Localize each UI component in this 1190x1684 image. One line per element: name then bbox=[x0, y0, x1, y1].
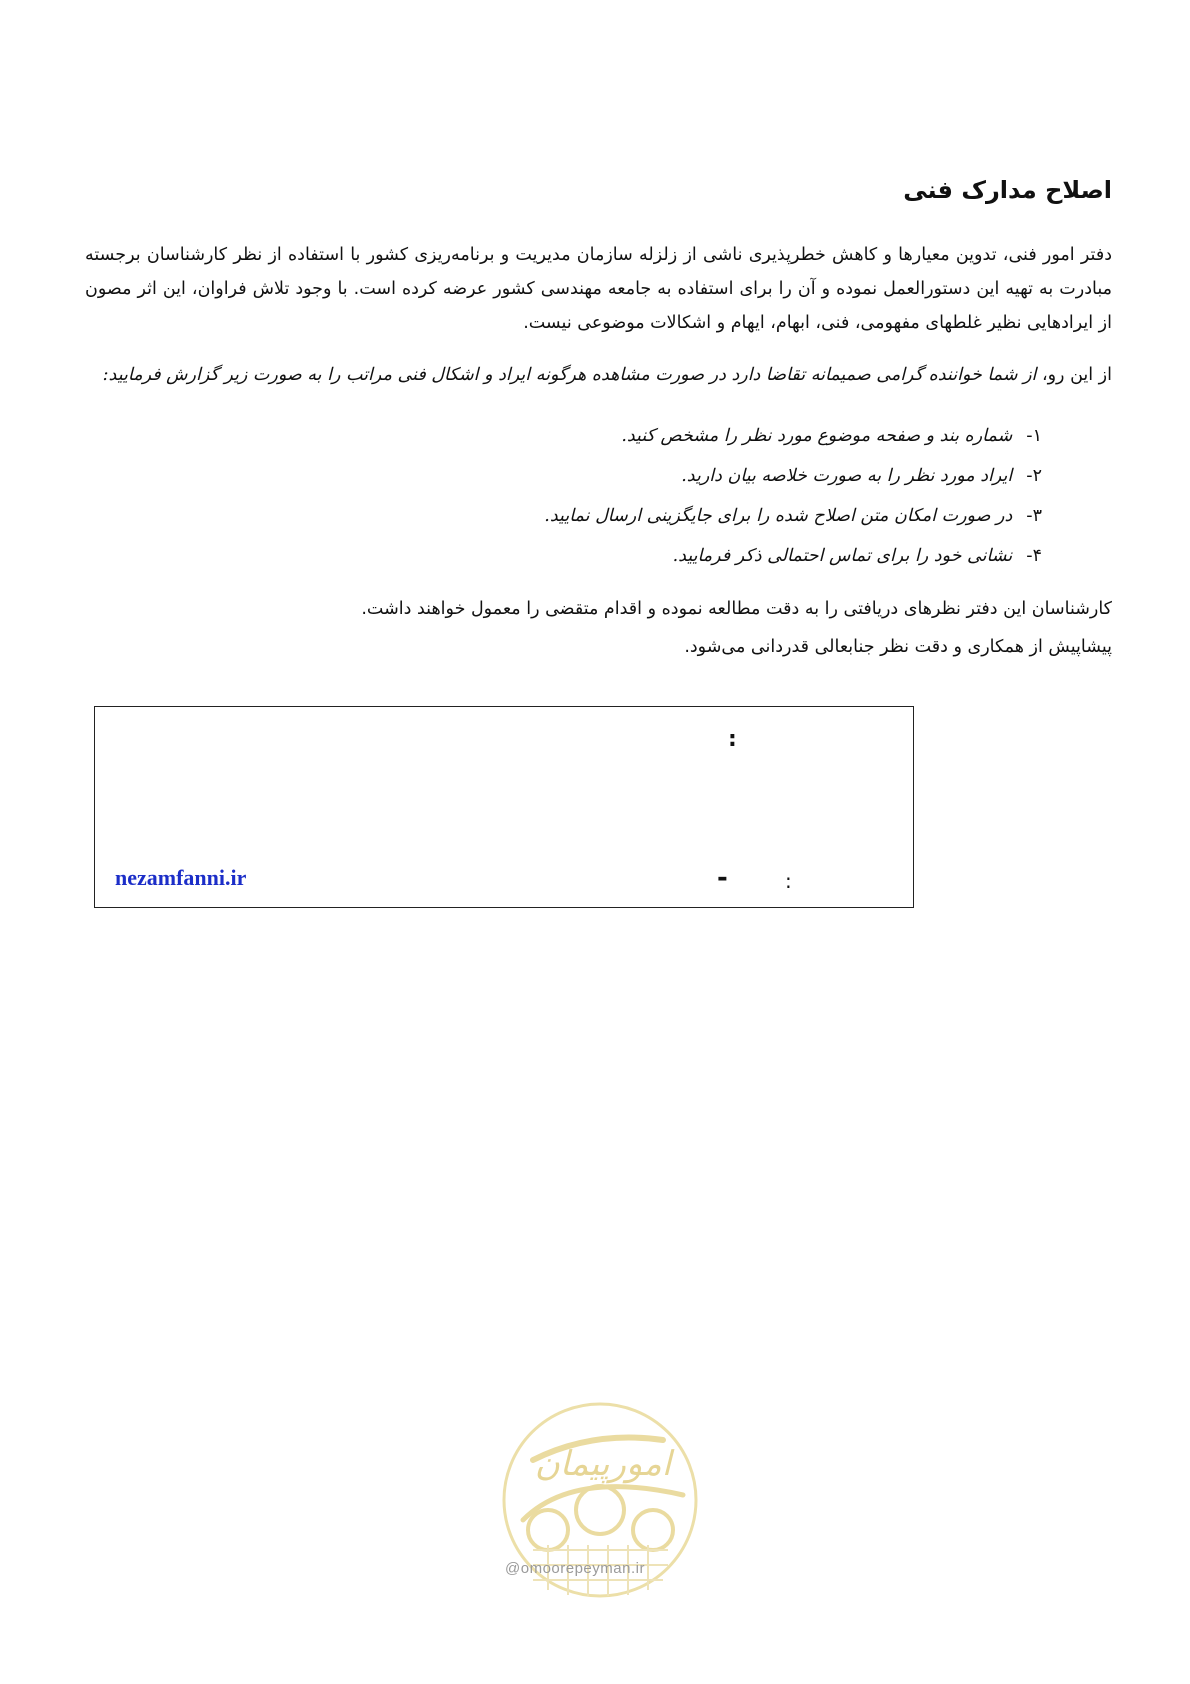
list-item-text: شماره بند و صفحه موضوع مورد نظر را مشخص کنید. bbox=[621, 426, 1013, 446]
phone-dash: - bbox=[717, 863, 728, 893]
list-item bbox=[544, 456, 1042, 496]
list-item bbox=[544, 536, 1042, 576]
list-item-number: ۱- bbox=[1026, 426, 1042, 446]
request-lead: از این رو، bbox=[1036, 364, 1112, 385]
instructions-list bbox=[544, 416, 1042, 576]
watermark-caption: @omoorepeyman.ir bbox=[505, 1560, 645, 1577]
website-link[interactable]: nezamfanni.ir bbox=[115, 865, 247, 890]
page-title: اصلاح مدارک فنی bbox=[903, 176, 1112, 204]
phone-colon: : bbox=[785, 869, 792, 893]
address-colon: : bbox=[728, 727, 737, 752]
list-item-text: در صورت امکان متن اصلاح شده را برای جایگزینی ارسال نمایید. bbox=[544, 506, 1013, 526]
closing-paragraph-2: پیشاپیش از همکاری و دقت نظر جنابعالی قدردانی می‌شود. bbox=[684, 636, 1112, 657]
closing-paragraph-1: کارشناسان این دفتر نظرهای دریافتی را به دقت مطالعه نموده و اقدام متقضی را معمول خواهند داشت. bbox=[361, 598, 1112, 619]
intro-paragraph: دفتر امور فنی، تدوین معیارها و کاهش خطرپذیری ناشی از زلزله سازمان مدیریت و برنامه‌ریزی کشور با استفاده از نظر کارشناسان برجسته مبادرت به تهیه این دستورالعمل نموده و آن را برای استفاده به جامعه مهندسی کشور عرضه کرده است. با وجود تلاش فراوان، این اثر مصون از ایرادهایی نظیر غلطهای مفهومی، فنی، ابهام، ایهام و اشکالات موضوعی نیست. bbox=[85, 244, 1112, 333]
list-item-text: نشانی خود را برای تماس احتمالی ذکر فرمایید. bbox=[672, 546, 1013, 566]
list-item bbox=[544, 416, 1042, 456]
request-paragraph bbox=[85, 358, 1112, 392]
list-item-number: ۲- bbox=[1026, 466, 1042, 486]
logo-text: امورپیمان bbox=[534, 1444, 672, 1484]
list-item-text: ایراد مورد نظر را به صورت خلاصه بیان دارید. bbox=[681, 466, 1013, 486]
list-item-number: ۳- bbox=[1026, 506, 1042, 526]
list-item bbox=[544, 496, 1042, 536]
list-item-number: ۴- bbox=[1026, 546, 1042, 566]
omoor-peyman-logo bbox=[493, 1400, 707, 1614]
address-box bbox=[94, 706, 914, 908]
request-italic: از شما خواننده گرامی صمیمانه تقاضا دارد در صورت مشاهده هرگونه ایراد و اشکال فنی مراتب را به صورت زیر گزارش فرمایید: bbox=[102, 364, 1037, 385]
